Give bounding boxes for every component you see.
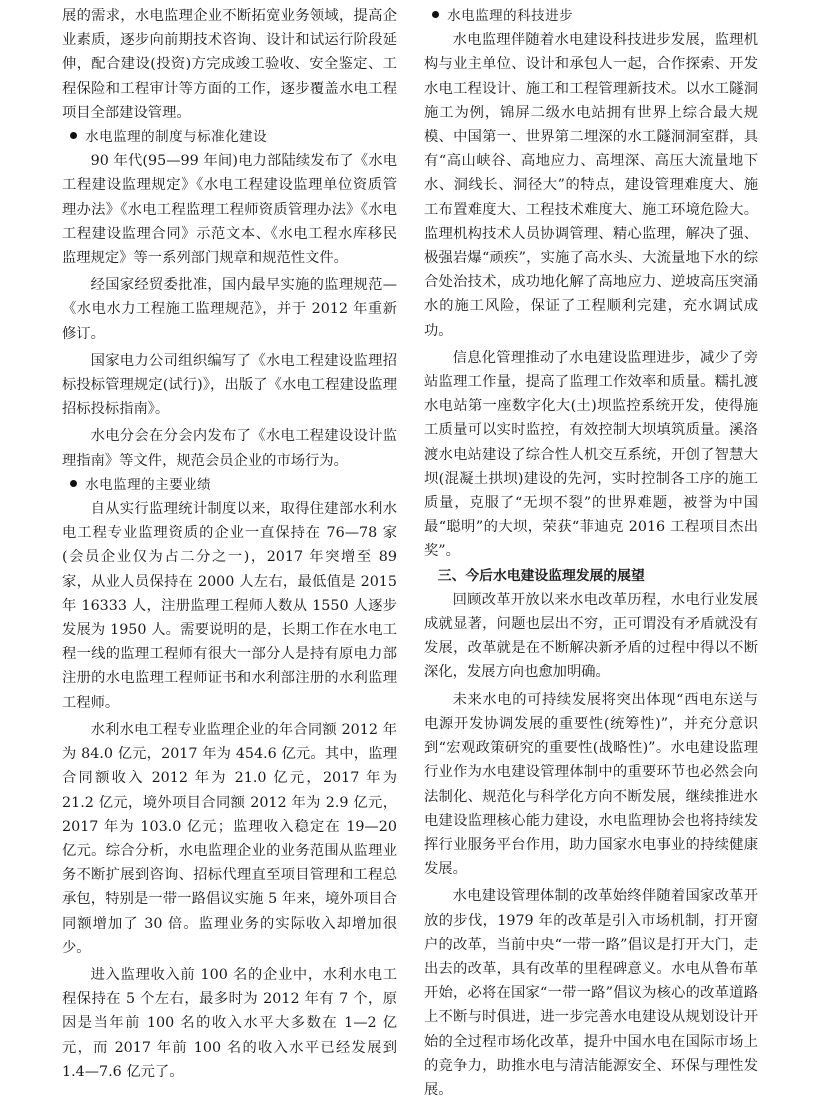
paragraph: 水电分会在分会内发布了《水电工程建设设计监理指南》等文件，规范会员企业的市场行为。 (62, 428, 397, 469)
paragraph: 国家电力公司组织编写了《水电工程建设监理招标投标管理规定(试行)》，出版了《水电工程建设监理招标投标指南》。 (62, 352, 397, 418)
paragraph: 水电监理伴随着水电建设科技进步发展，监理机构与业主单位、设计和承包人一起，合作探索、开发水电工程设计、施工和工程管理新技术。以水工隧洞施工为例，锦屏二级水电站拥有世界上综合最大规模、中国第一、世界第二埋深的水工隧洞洞室群，具有“高山峡谷、高地应力、高埋深、高压大流量地下水、洞线长、洞径大”的特点，建设管理难度大、施工布置难度大、工程技术难度大、施工环境危险大。监理机构技术人员协调管理、精心监理，解决了强、极强岩爆“顽疾”，实施了高水头、大流量地下水的综合处治技术，成功地化解了高地应力、逆坡高压突涌水的施工风险，保证了工程顺利完建，充水调试成功。 (424, 32, 758, 339)
paragraph: 回顾改革开放以来水电改革历程，水电行业发展成就显著，问题也层出不穷，正可谓没有矛盾就没有发展，改革就是在不断解决新矛盾的过程中得以不断深化，发展方向也愈加明确。 (424, 591, 758, 681)
subsection-heading (62, 473, 397, 497)
paragraph: 自从实行监理统计制度以来，取得住建部水利水电工程专业监理资质的企业一直保持在 76—78 家(会员企业仅为占二分之一)，2017 年突增至 89 家，从业人员保持在 2000 人左右，最低值是 2015 年 16333 人，注册监理工程师人数从 1550 人逐步发展为 1950 人。需要说明的是，长期工作在水电工程一线的监理工程师有很大一部分人是持有原电力部注册的水电监理工程师证书和水利部注册的水利监理工程师。 (62, 501, 397, 711)
paragraph: 水电建设管理体制的改革始终伴随着国家改革开放的步伐，1979 年的改革是引入市场机制，打开窗户的改革，当前中央“一带一路”倡议是打开大门，走出去的改革，具有改革的里程碑意义。水电从鲁布革开始，必将在国家“一带一路”倡议为核心的改革道路上不断与时俱进，进一步完善水电建设从规划设计开始的全过程市场化改革，提升中国水电在国际市场上的竞争力，助推水电与清洁能源安全、环保与理性发展。 (424, 888, 758, 1098)
heading-text: 水电监理的主要业绩 (85, 476, 212, 493)
paragraph: 信息化管理推动了水电建设监理进步，减少了旁站监理工作量，提高了监理工作效率和质量。糯扎渡水电站第一座数字化大(土)坝监控系统开发，使得施工质量可以实时监控，有效控制大坝填筑质量。溪洛渡水电站建设了综合性人机交互系统，开创了智慧大坝(混凝土拱坝)建设的先河，实时控制各工序的施工质量，克服了“无坝不裂”的世界难题，被誉为中国最“聪明”的大坝，荣获“菲迪克 2016 工程项目杰出奖”。 (424, 349, 758, 560)
subsection-heading (424, 4, 758, 28)
paragraph: 未来水电的可持续发展将突出体现“西电东送与电源开发协调发展的重要性(统筹性)”，并充分意识到“宏观政策研究的重要性(战略性)”。水电建设监理行业作为水电建设管理体制中的重要环节也必然会向法制化、规范化与科学化方向不断发展，继续推进水电建设监理核心能力建设，水电监理协会也将持续发挥行业服务平台作用，助力国家水电事业的持续健康发展。 (424, 691, 758, 878)
subsection-heading (62, 125, 397, 149)
bullet-icon (432, 11, 439, 18)
heading-text: 水电监理的科技进步 (447, 8, 574, 24)
paragraph: 展的需求，水电监理企业不断拓宽业务领域，提高企业素质，逐步向前期技术咨询、设计和试运行阶段延伸，配合建设(投资)方完成竣工验收、安全鉴定、工程保险和工程审计等方面的工作，逐步覆盖水电工程项目全部建设管理。 (62, 8, 397, 121)
section-title: 三、今后水电建设监理发展的展望 (437, 567, 645, 584)
bullet-icon (70, 132, 77, 139)
paragraph: 90 年代(95—99 年间)电力部陆续发布了《水电工程建设监理规定》《水电工程建设监理单位资质管理办法》《水电工程监理工程师资质管理办法》《水电工程建设监理合同》示范文本、《水电工程水库移民监理规定》等一系列部门规章和规范性文件。 (62, 153, 397, 267)
paragraph: 经国家经贸委批准，国内最早实施的监理规范—《水电水力工程施工监理规范》，并于 2012 年重新修订。 (62, 277, 397, 342)
right-column (424, 4, 758, 1102)
paragraph: 水利水电工程专业监理企业的年合同额 2012 年为 84.0 亿元，2017 年为 454.6 亿元。其中，监理合同额收入 2012 年为 21.0 亿元，2017 年为 21.2 亿元，境外项目合同额 2012 年为 2.9 亿元，2017 年为 103.0 亿元；监理收入稳定在 19—20 亿元。综合分析，水电监理企业的业务范围从监理业务不断扩展到咨询、招标代理直至项目管理和工程总承包，特别是一带一路倡议实施 5 年来，境外项目合同额增加了 30 倍。监理业务的实际收入却增加很少。 (62, 721, 397, 956)
heading-text: 水电监理的制度与标准化建设 (85, 129, 268, 146)
bullet-icon (70, 480, 77, 487)
paragraph: 进入监理收入前 100 名的企业中，水利水电工程保持在 5 个左右，最多时为 2012 年有 7 个，原因是当年前 100 名的收入水平大多数在 1—2 亿元，而 2017 年前 100 名的收入水平已经发展到 1.4—7.6 亿元了。 (62, 966, 397, 1080)
